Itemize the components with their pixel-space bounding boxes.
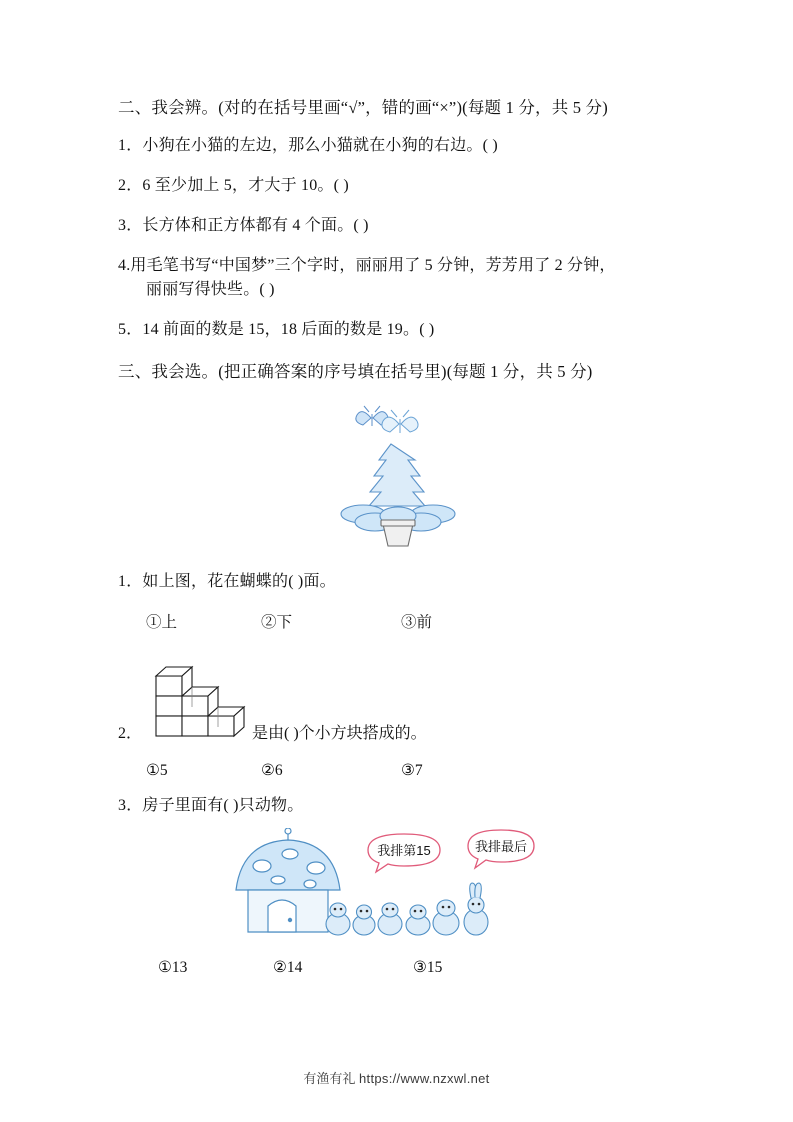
page-content: [118, 96, 678, 991]
option-3-2-a: ①5: [146, 761, 168, 779]
footer-site: https://www.nzxwl.net: [359, 1071, 490, 1086]
question-3-1-options: [118, 610, 678, 632]
option-3-3-c: ③15: [413, 958, 443, 976]
question-3-1: 1．如上图，花在蝴蝶的( )面。: [118, 572, 336, 590]
question-3-2: [118, 646, 678, 747]
option-3-1-a: ①上: [146, 613, 178, 631]
option-3-1-b: ②下: [261, 613, 293, 631]
potted-flower-with-butterflies-icon: [303, 402, 493, 552]
question-3-2-number: 2．: [118, 724, 143, 742]
question-2-4-line2: 丽丽写得快些。( ): [146, 280, 275, 298]
stacked-cubes-staircase-icon: [142, 646, 252, 742]
question-2-3: 3．长方体和正方体都有 4 个面。( ): [118, 216, 369, 234]
option-3-2-c: ③7: [401, 761, 423, 779]
mushroom-house-with-animals-icon: [218, 828, 578, 948]
question-2-5: 5．14 前面的数是 15，18 后面的数是 19。( ): [118, 320, 435, 338]
question-2-4: [118, 254, 678, 302]
option-3-3-b: ②14: [273, 958, 303, 976]
section-heading-3: 三、我会选。(把正确答案的序号填在括号里)(每题 1 分，共 5 分): [118, 361, 593, 381]
question-2-1: 1．小狗在小猫的左边，那么小猫就在小狗的右边。( ): [118, 136, 498, 154]
figure-potted-flower: [118, 402, 678, 552]
question-2-4-line1: 4.用毛笔书写“中国梦”三个字时，丽丽用了 5 分钟，芳芳用了 2 分钟，: [118, 256, 616, 274]
section-heading-2: 二、我会辨。(对的在括号里画“√”，错的画“×”)(每题 1 分，共 5 分): [118, 98, 608, 117]
option-3-2-b: ②6: [261, 761, 283, 779]
bubble-text-2: 我排最后: [474, 838, 528, 854]
page-footer: [0, 1068, 793, 1087]
option-3-1-c: ③前: [401, 613, 433, 631]
option-3-3-a: ①13: [158, 958, 188, 976]
figure-stacked-cubes: [142, 646, 252, 747]
figure-mushroom-house: [118, 828, 678, 948]
question-3-2-options: [118, 761, 678, 780]
question-3-3-options: [118, 958, 678, 977]
footer-brand: 有渔有礼: [303, 1071, 356, 1086]
question-3-3: 3．房子里面有( )只动物。: [118, 796, 304, 814]
question-3-2-text: 是由( )个小方块搭成的。: [252, 724, 427, 742]
bubble-text-1: 我排第15: [377, 842, 431, 858]
question-2-2: 2．6 至少加上 5，才大于 10。( ): [118, 176, 349, 194]
speech-bubble-first: [368, 834, 440, 872]
speech-bubble-last: [468, 830, 534, 868]
